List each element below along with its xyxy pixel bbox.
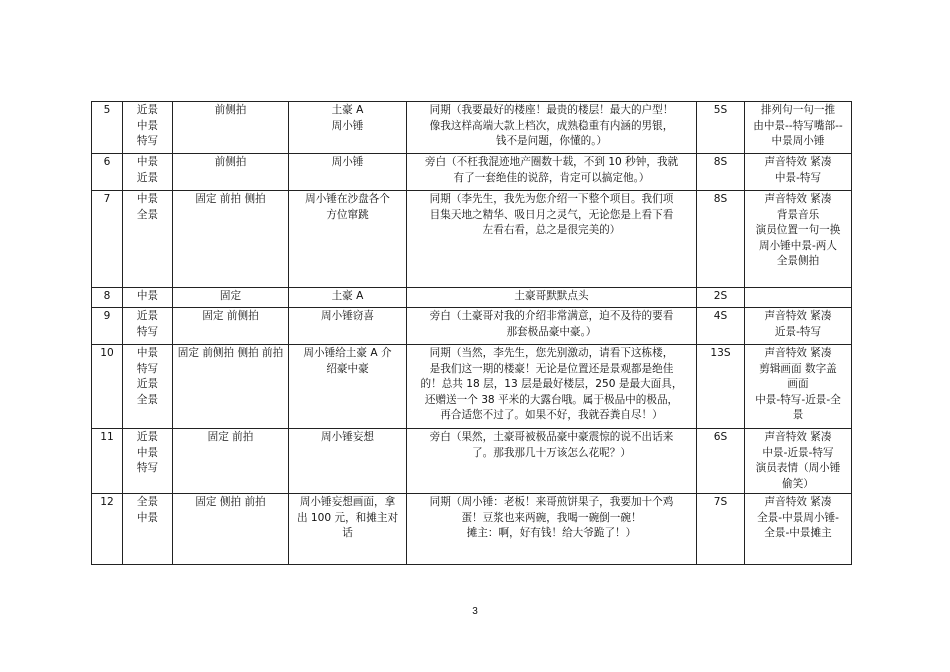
shot-size-cell	[123, 429, 173, 494]
notes-cell	[745, 494, 852, 565]
shot-number-cell: 5	[92, 102, 123, 154]
camera-angle-cell: 前侧拍	[173, 102, 289, 154]
cell-line: 声音特效 紧凑	[764, 347, 832, 359]
shot-number-cell: 11	[92, 429, 123, 494]
page-number: 3	[472, 606, 478, 617]
table-row	[92, 191, 852, 288]
cell-line: 全景	[136, 393, 159, 406]
cell-line: 中景	[136, 446, 159, 459]
subject-cell	[289, 154, 407, 191]
subject-cell	[289, 345, 407, 429]
duration-cell: 4S	[697, 308, 745, 345]
table-row	[92, 494, 852, 565]
cell-line: 全景侧拍	[776, 255, 820, 267]
cell-line: 话	[342, 527, 353, 539]
cell-line: 同期（当然，李先生，您先别激动，请看下这栋楼，	[429, 347, 674, 359]
cell-line: 土豪 A	[331, 290, 364, 302]
cell-line: 还赠送一个 38 平米的大露台哦。属于极品中的极品，	[424, 393, 679, 406]
shot-number-cell: 8	[92, 288, 123, 308]
content-cell	[407, 288, 697, 308]
notes-cell	[745, 288, 852, 308]
cell-line: 特写	[136, 462, 159, 474]
cell-line: 中景	[136, 193, 159, 205]
cell-line: 全景	[136, 496, 159, 508]
notes-cell	[745, 308, 852, 345]
cell-line: 旁白（不枉我混迹地产圈数十载，不到 10 秒钟，我就	[424, 156, 679, 168]
cell-line: 周小锤	[331, 156, 364, 168]
storyboard-table	[91, 101, 852, 565]
cell-line: 出 100 元，和摊主对	[296, 511, 399, 524]
cell-line: 中景-特写-近景-全	[755, 393, 841, 406]
cell-line: 像我这样高端大款上档次，成熟稳重有内涵的男银，	[429, 119, 674, 132]
content-cell	[407, 154, 697, 191]
duration-cell: 2S	[697, 288, 745, 308]
cell-line: 特写	[136, 135, 159, 147]
duration-cell: 13S	[697, 345, 745, 429]
cell-line: 景	[792, 409, 804, 421]
table-row	[92, 154, 852, 191]
subject-cell	[289, 191, 407, 288]
cell-line: 声音特效 紧凑	[764, 193, 832, 205]
cell-line: 由中景--特写嘴部--	[753, 119, 843, 132]
cell-line: 近景	[136, 104, 159, 116]
cell-line: 中景-特写	[774, 171, 822, 184]
cell-line: 周小锤在沙盘各个	[305, 193, 390, 205]
camera-angle-cell: 固定 侧拍 前拍	[173, 494, 289, 565]
cell-line: 了。那我那几十万该怎么花呢？）	[472, 446, 631, 459]
content-cell	[407, 494, 697, 565]
cell-line: 全景	[136, 208, 159, 221]
content-cell	[407, 429, 697, 494]
cell-line: 方位窜跳	[326, 208, 369, 221]
cell-line: 演员位置一句一换	[755, 224, 841, 236]
camera-angle-cell: 前侧拍	[173, 154, 289, 191]
cell-line: 全景-中景周小锤-	[757, 511, 839, 524]
shot-number-cell: 10	[92, 345, 123, 429]
cell-line: 中景	[136, 290, 159, 302]
cell-line: 中景周小锤	[771, 135, 825, 147]
cell-line: 周小锤	[331, 119, 364, 132]
table-row	[92, 288, 852, 308]
subject-cell	[289, 429, 407, 494]
notes-cell	[745, 191, 852, 288]
shot-number-cell: 9	[92, 308, 123, 345]
table-row	[92, 102, 852, 154]
cell-line: 近景	[136, 171, 159, 184]
camera-angle-cell: 固定 前侧拍	[173, 308, 289, 345]
cell-line: 声音特效 紧凑	[764, 496, 832, 508]
cell-line: 摊主：啊，好有钱！给大爷跪了！）	[466, 527, 637, 539]
shot-size-cell	[123, 494, 173, 565]
table-row	[92, 308, 852, 345]
cell-line: 中景	[136, 156, 159, 168]
cell-line: 周小锤妄想	[321, 431, 374, 443]
duration-cell: 6S	[697, 429, 745, 494]
cell-line: 背景音乐	[776, 208, 820, 221]
cell-line: 土豪哥默默点头	[514, 290, 589, 302]
cell-line: 是我们这一期的楼豪！无论是位置还是景观都是绝佳	[429, 362, 674, 375]
cell-line: 中景	[136, 347, 159, 359]
cell-line: 周小锤窃喜	[321, 310, 374, 322]
duration-cell: 8S	[697, 191, 745, 288]
cell-line: 近景	[136, 431, 159, 443]
shot-size-cell	[123, 308, 173, 345]
cell-line: 同期（我要最好的楼座！最贵的楼层！最大的户型！	[429, 104, 674, 116]
storyboard-body	[92, 102, 852, 565]
cell-line: 周小锤妄想画面，拿	[299, 496, 396, 508]
duration-cell: 7S	[697, 494, 745, 565]
cell-line: 左看右看，总之是很完美的）	[482, 224, 621, 236]
content-cell	[407, 191, 697, 288]
table-row	[92, 345, 852, 429]
notes-cell	[745, 345, 852, 429]
cell-line: 再合适您不过了。如果不好，我就吞粪自尽！）	[440, 409, 663, 421]
cell-line: 声音特效 紧凑	[764, 310, 832, 322]
shot-size-cell	[123, 288, 173, 308]
cell-line: 土豪 A	[331, 104, 364, 116]
camera-angle-cell: 固定 前拍	[173, 429, 289, 494]
cell-line: 偷笑）	[782, 477, 814, 490]
content-cell	[407, 102, 697, 154]
cell-line: 那套极品豪中豪。）	[506, 325, 597, 338]
shot-size-cell	[123, 154, 173, 191]
camera-angle-cell: 固定	[173, 288, 289, 308]
content-cell	[407, 345, 697, 429]
notes-cell	[745, 429, 852, 494]
cell-line: 画面	[787, 378, 809, 390]
shot-number-cell: 12	[92, 494, 123, 565]
cell-line: 中景	[136, 119, 159, 132]
cell-line: 旁白（土豪哥对我的介绍非常满意，迫不及待的要看	[429, 310, 674, 322]
camera-angle-cell: 固定 前拍 侧拍	[173, 191, 289, 288]
cell-line: 近景	[136, 310, 159, 322]
subject-cell	[289, 308, 407, 345]
cell-line: 中景-近景-特写	[762, 446, 834, 459]
cell-line: 剪辑画面 数字盖	[759, 362, 837, 375]
cell-line: 周小锤给土豪 A 介	[303, 347, 392, 359]
cell-line: 演员表情（周小锤	[755, 462, 841, 474]
cell-line: 周小锤中景-两人	[759, 239, 837, 252]
cell-line: 中景	[136, 511, 159, 524]
cell-line: 特写	[136, 325, 159, 338]
shot-number-cell: 6	[92, 154, 123, 191]
cell-line: 同期（周小锤：老板！来哥煎饼果子，我要加十个鸡	[429, 496, 674, 508]
cell-line: 近景-特写	[774, 325, 822, 338]
notes-cell	[745, 154, 852, 191]
cell-line: 特写	[136, 362, 159, 375]
shot-number-cell: 7	[92, 191, 123, 288]
notes-cell	[745, 102, 852, 154]
subject-cell	[289, 288, 407, 308]
duration-cell: 8S	[697, 154, 745, 191]
cell-line: 排列句一句一推	[760, 104, 836, 116]
cell-line: 同期（李先生，我先为您介绍一下整个项目。我们项	[429, 193, 674, 205]
content-cell	[407, 308, 697, 345]
table-row	[92, 429, 852, 494]
cell-line: 声音特效 紧凑	[764, 156, 832, 168]
shot-size-cell	[123, 102, 173, 154]
cell-line: 绍豪中豪	[326, 362, 369, 375]
cell-line: 钱不是问题，你懂的。）	[495, 135, 608, 147]
duration-cell: 5S	[697, 102, 745, 154]
shot-size-cell	[123, 345, 173, 429]
cell-line: 全景-中景摊主	[764, 527, 832, 539]
cell-line: 声音特效 紧凑	[764, 431, 832, 443]
subject-cell	[289, 102, 407, 154]
camera-angle-cell: 固定 前侧拍 侧拍 前拍	[173, 345, 289, 429]
cell-line: 近景	[136, 378, 159, 390]
cell-line: 蛋！豆浆也来两碗，我喝一碗倒一碗！	[461, 511, 642, 524]
cell-line: 目集天地之精华、吸日月之灵气，无论您是上看下看	[429, 208, 674, 221]
shot-size-cell	[123, 191, 173, 288]
cell-line: 的！总共 18 层，13 层是最好楼层，250 是最大面具，	[420, 378, 683, 390]
cell-line: 有了一套绝佳的说辞，肯定可以搞定他。）	[453, 171, 650, 184]
cell-line: 旁白（果然，土豪哥被极品豪中豪震惊的说不出话来	[429, 431, 674, 443]
subject-cell	[289, 494, 407, 565]
